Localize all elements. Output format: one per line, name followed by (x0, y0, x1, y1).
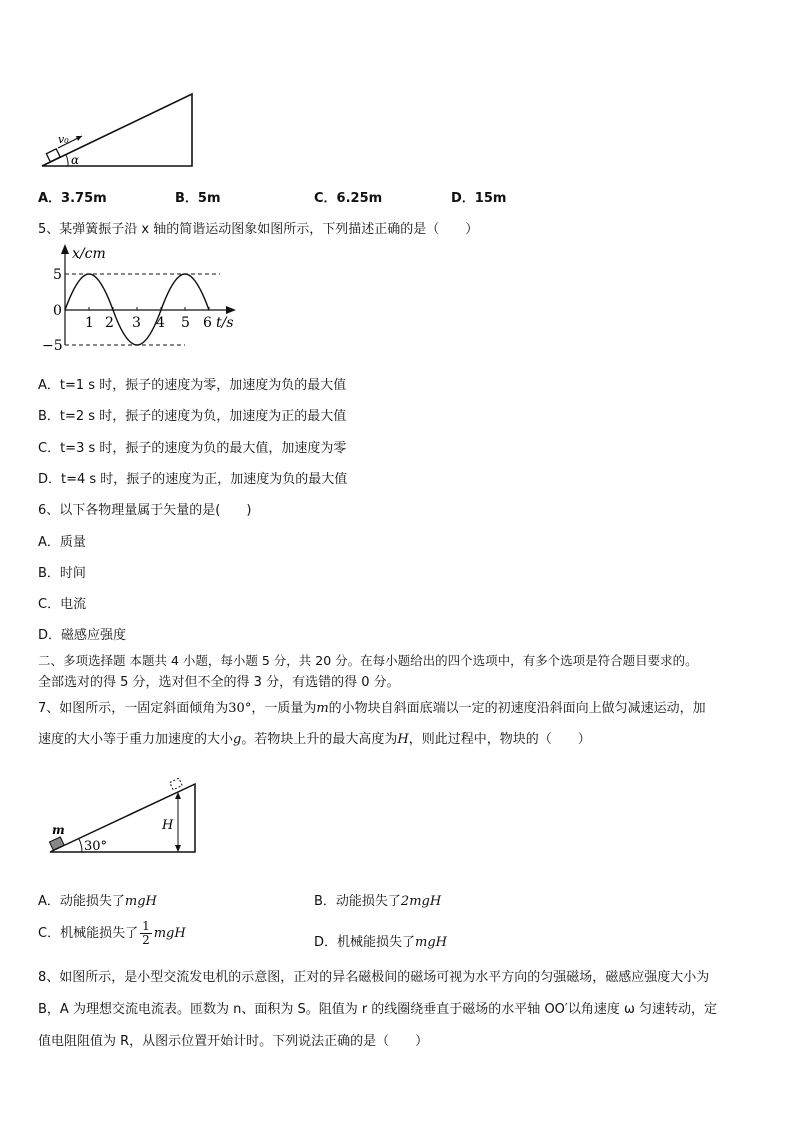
q5-option-d[interactable]: D．t=4 s 时，振子的速度为正，加速度为负的最大值 (38, 472, 348, 487)
q8-stem-line1: 8、如图所示，是小型交流发电机的示意图，正对的异名磁极间的磁场可视为水平方向的匀强磁场，磁感应强度大小为 (38, 970, 710, 985)
q6-option-c[interactable]: C．电流 (38, 597, 87, 612)
section2-heading-line2: 全部选对的得 5 分，选对但不全的得 3 分，有选错的得 0 分。 (38, 675, 400, 690)
q4-option-b[interactable]: B．5m (175, 191, 221, 206)
q4-option-c[interactable]: C．6.25m (314, 191, 383, 206)
q8-stem-line2: B，A 为理想交流电流表。匝数为 n、面积为 S。阻值为 r 的线圈绕垂直于磁场的水平轴 OO′以角速度 ω 匀速转动，定 (38, 1002, 718, 1017)
q4-option-d[interactable]: D．15m (451, 191, 507, 206)
q7-option-d[interactable]: D．机械能损失了mgH (314, 935, 448, 950)
q7-fig-m-label: m (52, 823, 65, 837)
q5-ytick-neg5: −5 (42, 338, 63, 354)
q5-xlabel: t/s (216, 315, 234, 331)
q5-ylabel: x/cm (72, 246, 106, 262)
q5-xtick-4: 4 (156, 315, 165, 331)
q5-origin-label: 0 (53, 303, 62, 319)
q5-xtick-1: 1 (85, 315, 94, 331)
q6-option-d[interactable]: D．磁感应强度 (38, 628, 127, 643)
q4-alpha-label: α (71, 153, 80, 167)
q5-ytick-5: 5 (53, 267, 62, 283)
q5-option-a[interactable]: A．t=1 s 时，振子的速度为零，加速度为负的最大值 (38, 378, 347, 393)
q4-option-a[interactable]: A．3.75m (38, 191, 107, 206)
q4-incline-figure (38, 88, 198, 170)
q7-incline-figure (40, 772, 205, 860)
q7-option-c[interactable]: C．机械能损失了 $\frac{1}{2}$ mgH (38, 919, 186, 947)
q7-fig-h-label: H (162, 818, 174, 833)
q7-stem-line2: 速度的大小等于重力加速度的大小g。若物块上升的最大高度为H，则此过程中，物块的（ ） (38, 732, 591, 747)
q7-option-a[interactable]: A．动能损失了mgH (38, 894, 157, 909)
q5-shm-graph (30, 240, 250, 355)
q7-h-symbol: H (397, 732, 409, 747)
q5-option-b[interactable]: B．t=2 s 时，振子的速度为负，加速度为正的最大值 (38, 409, 347, 424)
q5-xtick-6: 6 (203, 315, 212, 331)
q6-option-a[interactable]: A．质量 (38, 535, 86, 550)
q7-mass-symbol: m (316, 701, 329, 716)
q7-option-b[interactable]: B．动能损失了2mgH (314, 894, 442, 909)
q5-xtick-2: 2 (105, 315, 114, 331)
q7-half-fraction: $\frac{1}{2}$ (142, 919, 150, 947)
q6-stem: 6、以下各物理量属于矢量的是( ) (38, 503, 252, 518)
q7-g-symbol: g (233, 732, 242, 747)
q5-xtick-3: 3 (132, 315, 141, 331)
q6-option-b[interactable]: B．时间 (38, 566, 86, 581)
q7-stem-line1: 7、如图所示，一固定斜面倾角为30°，一质量为m的小物块自斜面底端以一定的初速度沿斜面向上做匀减速运动，加 (38, 701, 706, 716)
q5-xtick-5: 5 (181, 315, 190, 331)
section2-heading-line1: 二、多项选择题 本题共 4 小题，每小题 5 分，共 20 分。在每小题给出的四个选项中，有多个选项是符合题目要求的。 (38, 653, 698, 668)
q7-fig-angle-label: 30° (84, 839, 108, 854)
q7-angle: 30° (228, 701, 252, 716)
q5-option-c[interactable]: C．t=3 s 时，振子的速度为负的最大值，加速度为零 (38, 441, 347, 456)
q4-v0-label: v₀ (58, 133, 69, 146)
q8-stem-line3: 值电阻阻值为 R，从图示位置开始计时。下列说法正确的是（ ） (38, 1034, 429, 1049)
q5-stem: 5、某弹簧振子沿 x 轴的简谐运动图象如图所示，下列描述正确的是（ ） (38, 222, 479, 237)
